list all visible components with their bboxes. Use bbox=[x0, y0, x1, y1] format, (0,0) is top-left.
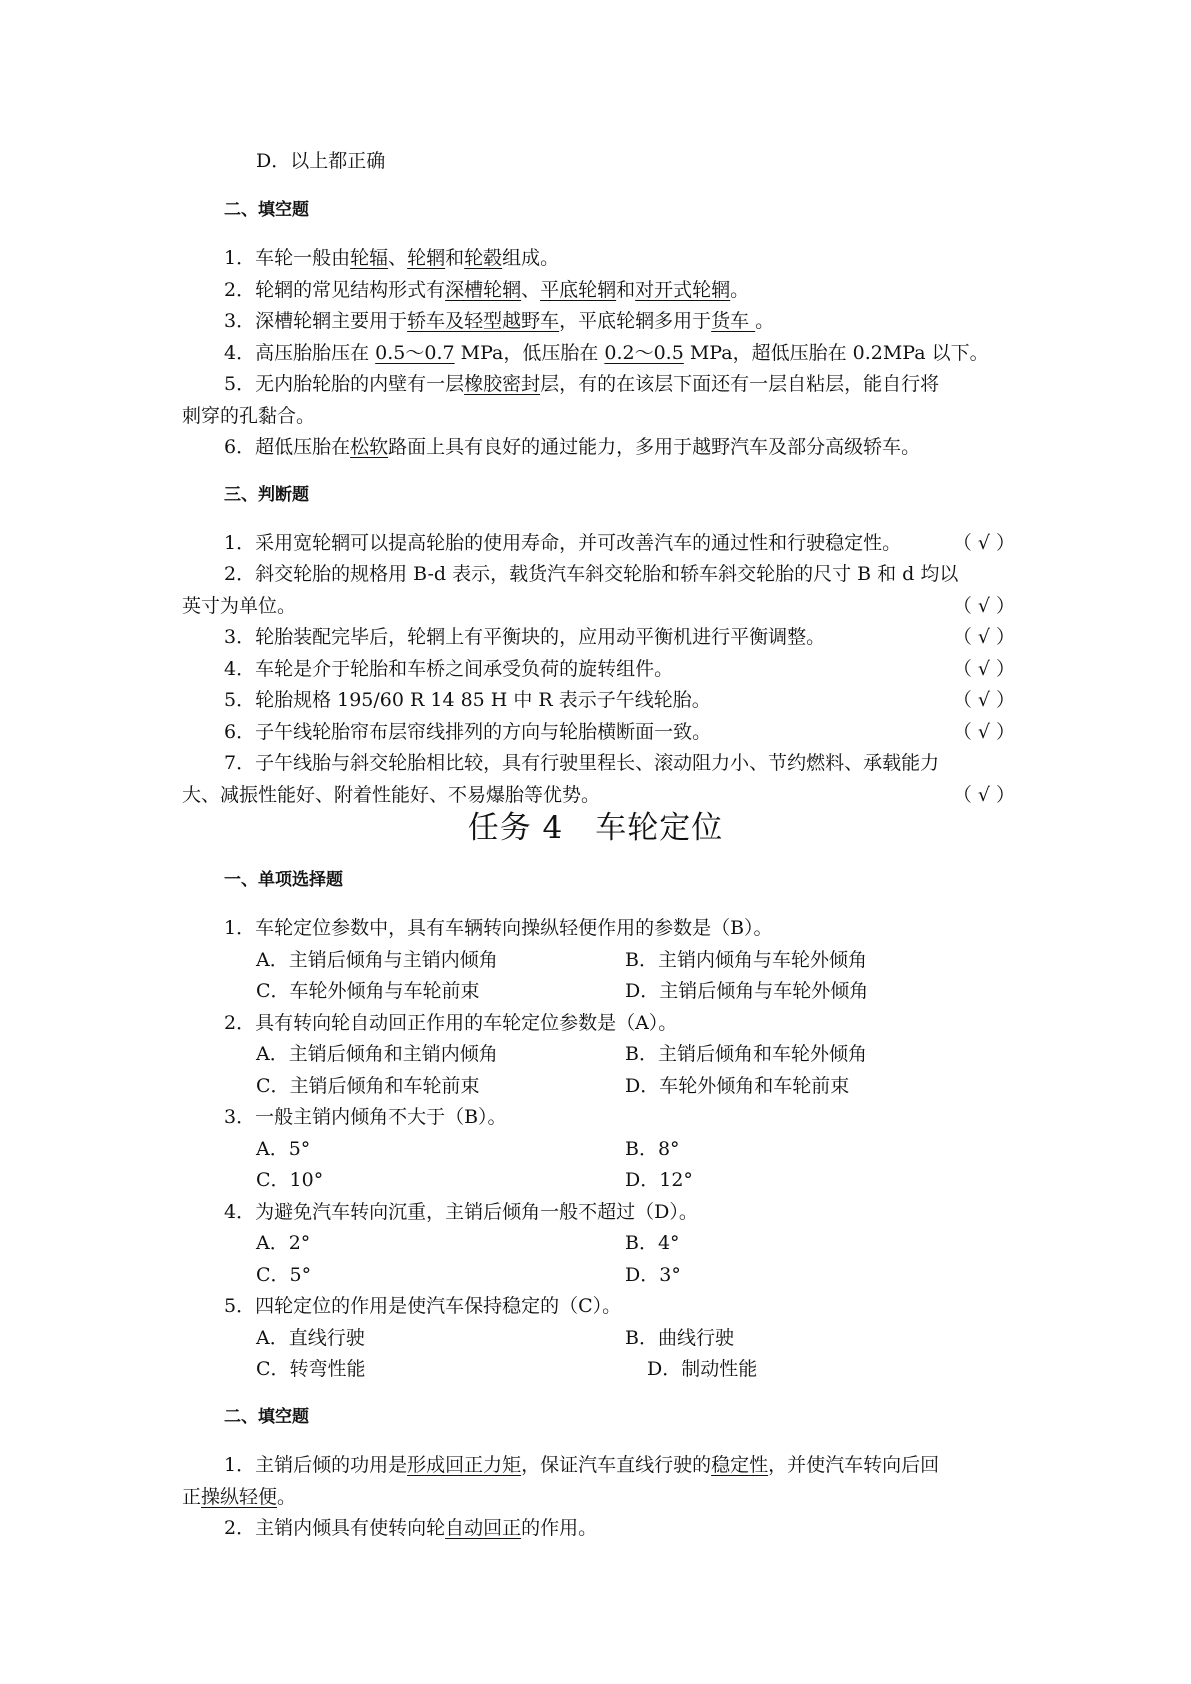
fill-question-6: 6．超低压胎在松软路面上具有良好的通过能力，多用于越野汽车及部分高级轿车。 bbox=[224, 436, 921, 458]
fill2-question-1: 1．主销后倾的功用是形成回正力矩，保证汽车直线行驶的稳定性，并使汽车转向后回 bbox=[224, 1454, 940, 1476]
option-d: D．以上都正确 bbox=[256, 150, 386, 172]
judge-question-1: 1．采用宽轮辋可以提高轮胎的使用寿命，并可改善汽车的通过性和行驶稳定性。 （ √ ） bbox=[0, 529, 1191, 557]
judge-mark: （ √ ） bbox=[952, 721, 1015, 743]
judge-question-2: 2．斜交轮胎的规格用 B-d 表示，载货汽车斜交轮胎和轿车斜交轮胎的尺寸 B 和 d 均以 bbox=[224, 563, 959, 585]
judge-question-4: 4．车轮是介于轮胎和车桥之间承受负荷的旋转组件。 （ √ ） bbox=[0, 655, 1191, 683]
judge-question-2-cont: 英寸为单位。 （ √ ） bbox=[0, 592, 1191, 620]
choice-options-row: C．转弯性能 D．制动性能 bbox=[256, 1358, 758, 1380]
task-title: 任务 4 车轮定位 bbox=[467, 810, 724, 846]
judge-mark: （ √ ） bbox=[952, 595, 1015, 617]
judge-question-7: 7．子午线胎与斜交轮胎相比较，具有行驶里程长、滚动阻力小、节约燃料、承载能力 bbox=[224, 752, 940, 774]
choice-options-row: C．5° D．3° bbox=[256, 1264, 681, 1286]
judge-mark: （ √ ） bbox=[952, 532, 1015, 554]
choice-options-row: A．主销后倾角和主销内倾角 B．主销后倾角和车轮外倾角 bbox=[256, 1043, 867, 1065]
choice-options-row: C．车轮外倾角与车轮前束 D．主销后倾角与车轮外倾角 bbox=[256, 980, 869, 1002]
judge-question-7-cont: 大、减振性能好、附着性能好、不易爆胎等优势。 （ √ ） bbox=[0, 781, 1191, 809]
judge-mark: （ √ ） bbox=[952, 784, 1015, 806]
judge-mark: （ √ ） bbox=[952, 626, 1015, 648]
fill-question-5: 5．无内胎轮胎的内壁有一层橡胶密封层，有的在该层下面还有一层自粘层，能自行将 bbox=[224, 373, 940, 395]
section-heading-fill-blank-2: 二、填空题 bbox=[224, 1407, 309, 1427]
choice-question-4: 4．为避免汽车转向沉重，主销后倾角一般不超过（D）。 bbox=[224, 1201, 698, 1223]
fill-question-3: 3．深槽轮辋主要用于轿车及轻型越野车，平底轮辋多用于货车 。 bbox=[224, 310, 775, 332]
choice-options-row: A．2° B．4° bbox=[256, 1232, 680, 1254]
fill-question-2: 2．轮辋的常见结构形式有深槽轮辋、平底轮辋和对开式轮辋。 bbox=[224, 279, 750, 301]
judge-question-3: 3．轮胎装配完毕后，轮辋上有平衡块的，应用动平衡机进行平衡调整。 （ √ ） bbox=[0, 623, 1191, 651]
judge-mark: （ √ ） bbox=[952, 658, 1015, 680]
fill2-question-2: 2．主销内倾具有使转向轮自动回正的作用。 bbox=[224, 1517, 598, 1539]
judge-mark: （ √ ） bbox=[952, 689, 1015, 711]
section-heading-single-choice: 一、单项选择题 bbox=[224, 870, 343, 890]
choice-question-3: 3．一般主销内倾角不大于（B）。 bbox=[224, 1106, 507, 1128]
fill-question-5-cont: 刺穿的孔黏合。 bbox=[182, 405, 316, 427]
judge-question-6: 6．子午线轮胎帘布层帘线排列的方向与轮胎横断面一致。 （ √ ） bbox=[0, 718, 1191, 746]
choice-question-1: 1．车轮定位参数中，具有车辆转向操纵轻便作用的参数是（B）。 bbox=[224, 917, 773, 939]
choice-question-5: 5．四轮定位的作用是使汽车保持稳定的（C）。 bbox=[224, 1295, 622, 1317]
judge-question-5: 5．轮胎规格 195/60 R 14 85 H 中 R 表示子午线轮胎。 （ √ ） bbox=[0, 686, 1191, 714]
choice-question-2: 2．具有转向轮自动回正作用的车轮定位参数是（A）。 bbox=[224, 1012, 678, 1034]
choice-options-row: A．主销后倾角与主销内倾角 B．主销内倾角与车轮外倾角 bbox=[256, 949, 867, 971]
choice-options-row: A．直线行驶 B．曲线行驶 bbox=[256, 1327, 734, 1349]
fill2-question-1-cont: 正操纵轻便。 bbox=[182, 1486, 297, 1508]
section-heading-true-false: 三、判断题 bbox=[224, 485, 309, 505]
choice-options-row: C．主销后倾角和车轮前束 D．车轮外倾角和车轮前束 bbox=[256, 1075, 850, 1097]
choice-options-row: C．10° D．12° bbox=[256, 1169, 693, 1191]
choice-options-row: A．5° B．8° bbox=[256, 1138, 680, 1160]
fill-question-4: 4．高压胎胎压在 0.5～0.7 MPa，低压胎在 0.2～0.5 MPa，超低压胎在 0.2MPa 以下。 bbox=[224, 342, 989, 364]
section-heading-fill-blank: 二、填空题 bbox=[224, 200, 309, 220]
fill-question-1: 1．车轮一般由轮辐、轮辋和轮毂组成。 bbox=[224, 247, 560, 269]
